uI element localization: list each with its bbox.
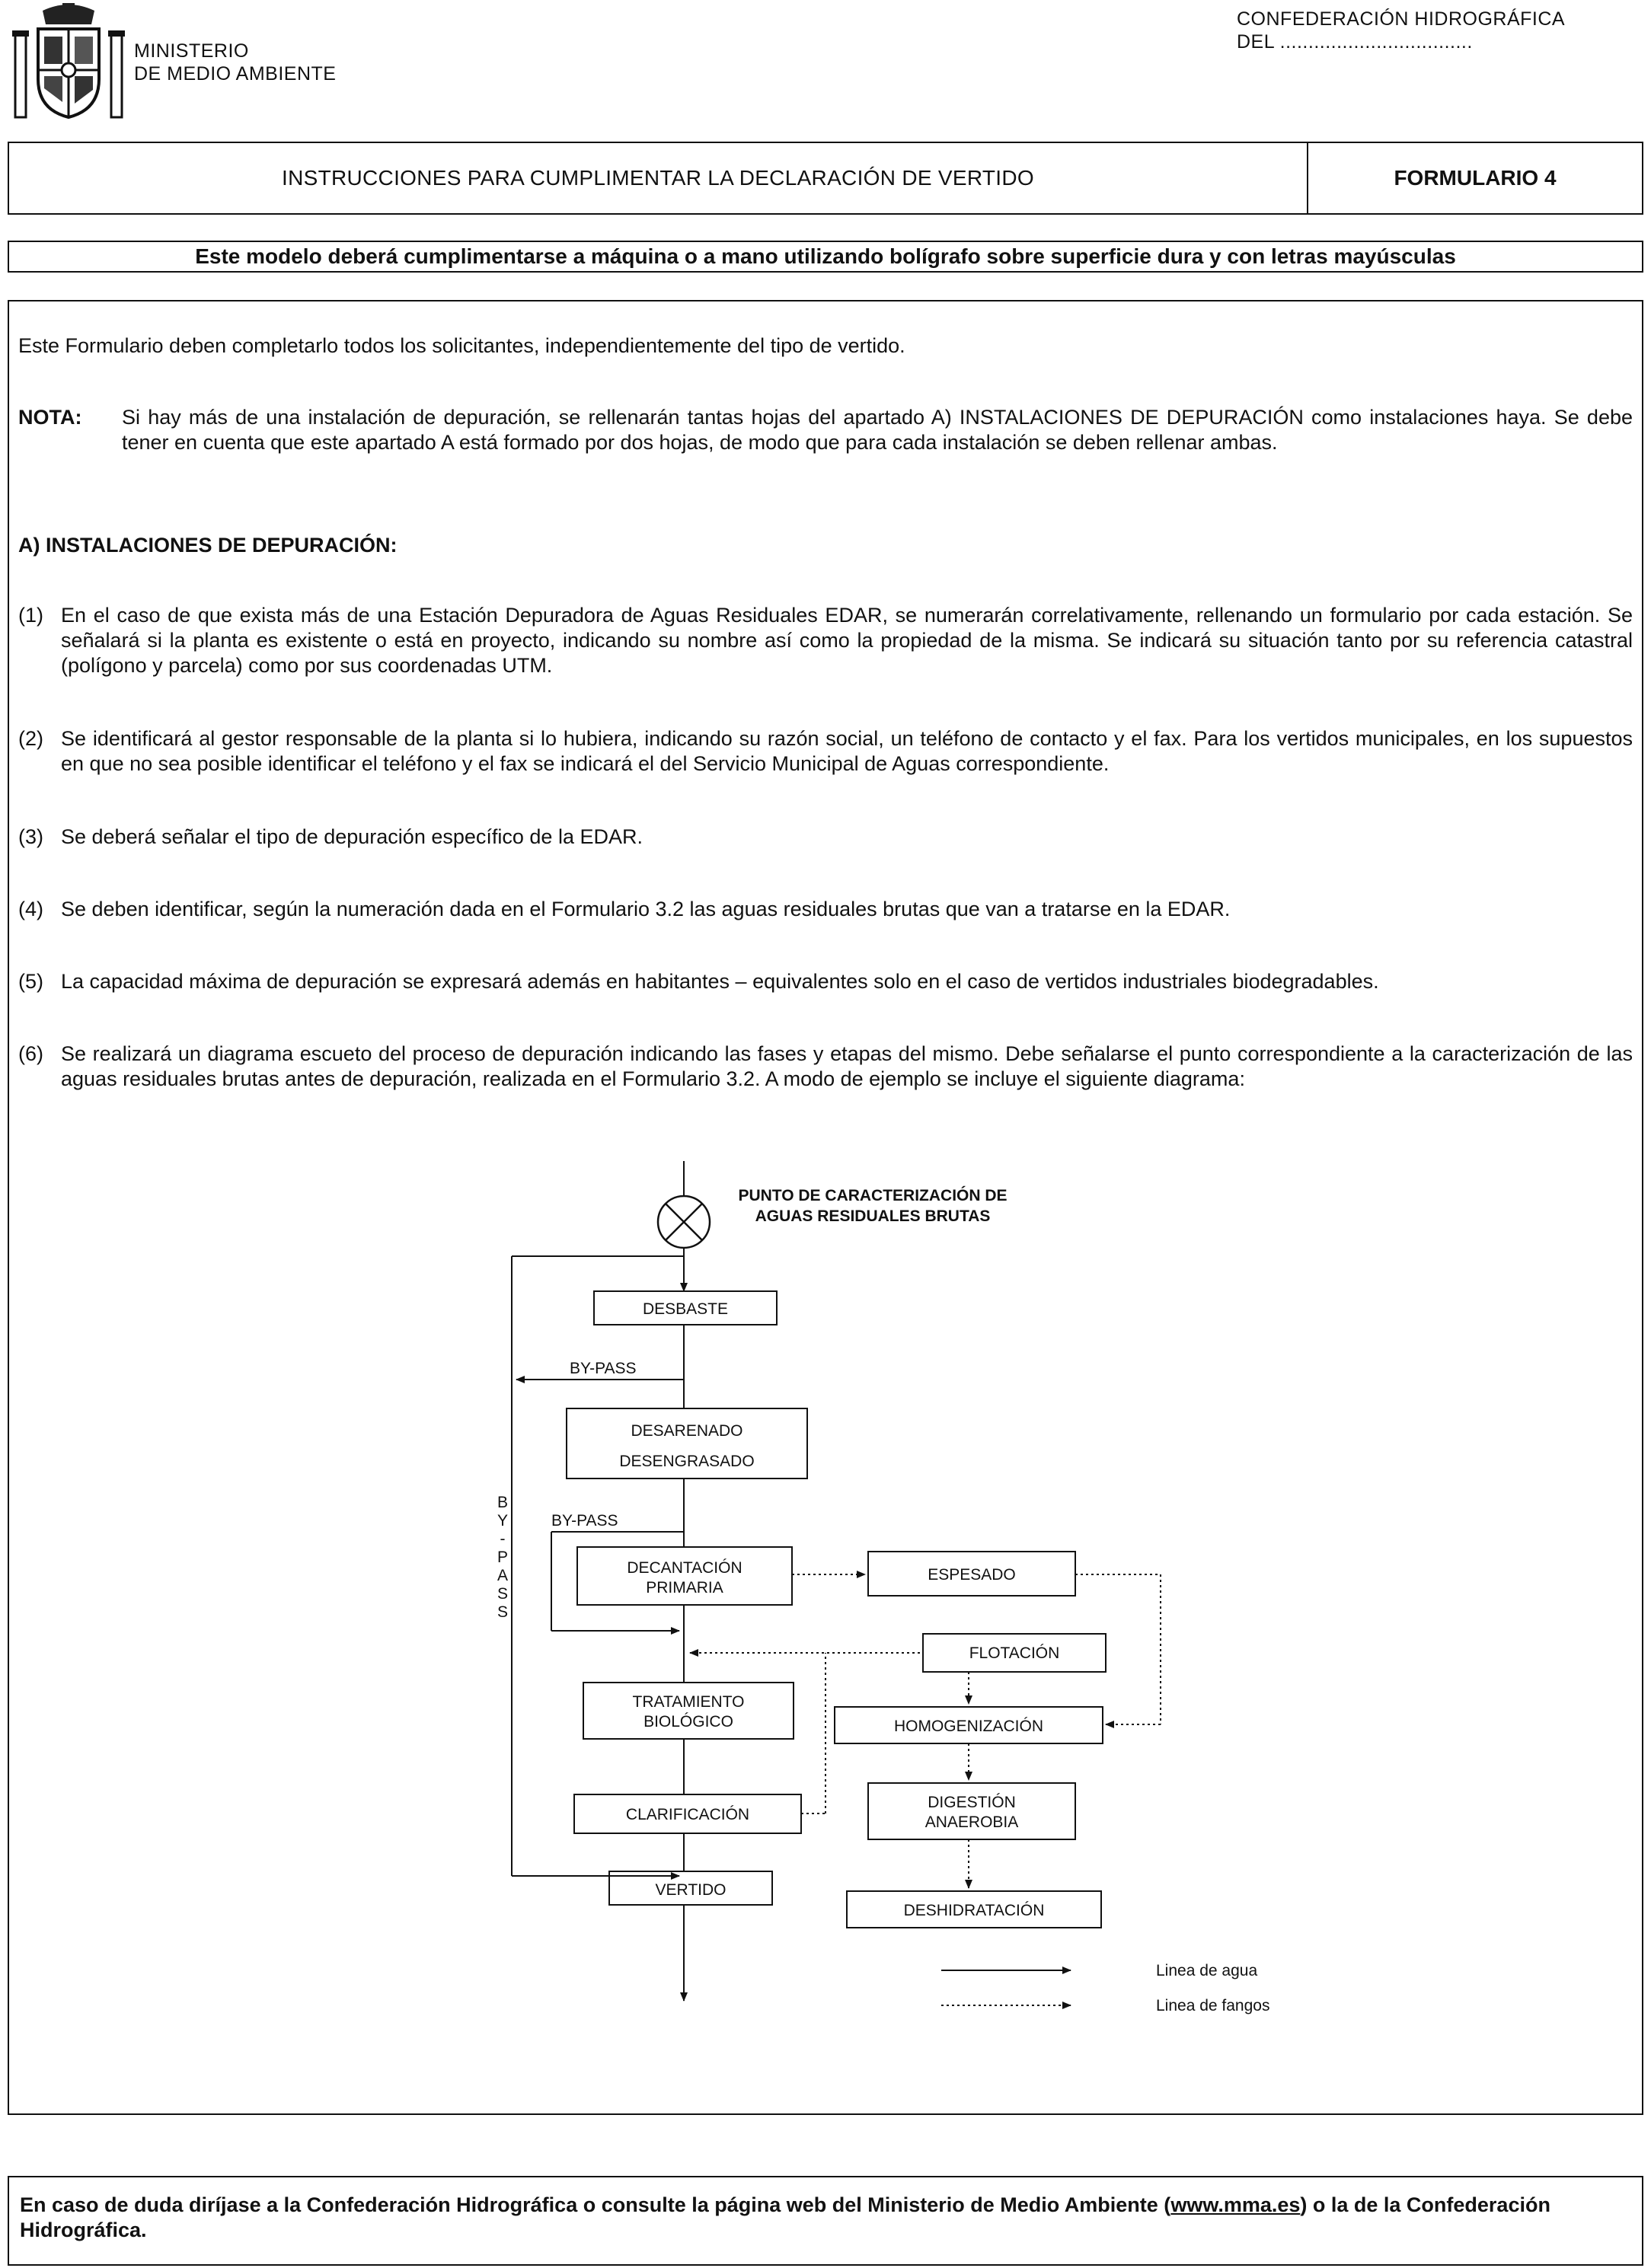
label-digestion-1: DIGESTIÓN — [928, 1794, 1016, 1811]
label-vertido: VERTIDO — [655, 1881, 727, 1899]
mma-website-link[interactable]: www.mma.es — [1170, 2193, 1301, 2216]
nota-label: NOTA: — [18, 406, 82, 429]
label-decantacion-2: PRIMARIA — [646, 1579, 723, 1597]
item-text-3: Se deberá señalar el tipo de depuración específico de la EDAR. — [61, 825, 643, 848]
label-digestion-2: ANAEROBIA — [924, 1813, 1019, 1831]
intro-text: Este Formulario deben completarlo todos los solicitantes, independientemente del tipo de vertido. — [18, 334, 905, 357]
point-label-2: AGUAS RESIDUALES BRUTAS — [755, 1207, 991, 1225]
nota-text: Si hay más de una instalación de depuración, se rellenarán tantas hojas del apartado A) INSTALACIONES DE DEPURACIÓN como instalaciones haya. Se debe tener en cuenta que este apartado A está formado por dos hojas, de modo que para cada instalación se deben rellenar ambas. — [122, 406, 1633, 454]
bypass-letter: Y — [497, 1512, 509, 1530]
label-decantacion-1: DECANTACIÓN — [627, 1559, 742, 1577]
fill-notice: Este modelo deberá cumplimentarse a máquina o a mano utilizando bolígrafo sobre superficie dura y con letras mayúsculas — [8, 241, 1643, 273]
item-number-5: (5) — [18, 970, 43, 993]
item-number-1: (1) — [18, 604, 43, 627]
legend-water-label: Linea de agua — [1156, 1962, 1258, 1979]
item-number-4: (4) — [18, 898, 43, 920]
form-id: FORMULARIO 4 — [1394, 166, 1557, 190]
label-tratamiento-1: TRATAMIENTO — [632, 1693, 745, 1711]
label-bypass-1: BY-PASS — [570, 1360, 637, 1377]
confederation-line-1: CONFEDERACIÓN HIDROGRÁFICA — [1237, 8, 1566, 30]
bypass-letter: A — [497, 1567, 509, 1584]
bypass-letter: S — [497, 1585, 509, 1603]
confederation-line-2: DEL .................................. — [1237, 31, 1473, 53]
ministry-line-1: MINISTERIO — [134, 40, 249, 62]
label-bypass-2: BY-PASS — [551, 1512, 618, 1530]
page-title: INSTRUCCIONES PARA CUMPLIMENTAR LA DECLARACIÓN DE VERTIDO — [282, 166, 1034, 190]
footer-text-end: ) o la de la Confederación Hidrográfica. — [20, 2193, 1550, 2241]
item-text-6: Se realizará un diagrama escueto del proceso de depuración indicando las fases y etapas del mismo. Debe señalarse el punto correspondiente a la caracterización de las aguas residuales brutas antes de depuración, realizada en el Formulario 3.2. A modo de ejemplo se incluye el siguiente diagrama: — [61, 1042, 1633, 1090]
item-text-5: La capacidad máxima de depuración se expresará además en habitantes – equivalentes solo en el caso de vertidos industriales biodegradables. — [61, 970, 1379, 993]
footer-help-text — [20, 2193, 1619, 2243]
label-desbaste: DESBASTE — [642, 1300, 729, 1318]
bypass-letter: S — [497, 1603, 509, 1621]
bypass-letter: B — [497, 1494, 509, 1511]
label-tratamiento-2: BIOLÓGICO — [643, 1713, 733, 1731]
legend-sludge-label: Linea de fangos — [1156, 1997, 1270, 2014]
confederation-name — [1237, 8, 1565, 53]
label-flotacion: FLOTACIÓN — [969, 1644, 1060, 1662]
footer-text-start: En caso de duda diríjase a la Confederación Hidrográfica o consulte la página web del Ministerio de Medio Ambiente ( — [20, 2193, 1171, 2216]
coat-of-arms-logo — [12, 3, 125, 122]
bypass-letter: - — [500, 1530, 506, 1548]
label-desengrasado: DESENGRASADO — [619, 1453, 755, 1470]
treatment-process-diagram — [457, 1157, 1295, 2018]
item-text-4: Se deben identificar, según la numeración dada en el Formulario 3.2 las aguas residuales brutas que van a tratarse en la EDAR. — [61, 898, 1231, 920]
label-homogenizacion: HOMOGENIZACIÓN — [893, 1718, 1044, 1735]
item-text-1: En el caso de que exista más de una Estación Depuradora de Aguas Residuales EDAR, se numerarán correlativamente, rellenando un formulario por cada estación. Se señalará si la planta es existente o está en proyecto, indicando su nombre así como la propiedad de la misma. Se indicará su situación tanto por su referencia catastral (polígono y parcela) como por sus coordenadas UTM. — [61, 604, 1633, 677]
bypass-letter: P — [497, 1549, 509, 1566]
item-text-2: Se identificará al gestor responsable de la planta si lo hubiera, indicando su razón social, un teléfono de contacto y el fax. Para los vertidos municipales, en los supuestos en que no sea posible identificar el teléfono y el fax se indicará el del Servicio Municipal de Aguas correspondiente. — [61, 727, 1633, 775]
label-desarenado: DESARENADO — [631, 1422, 743, 1440]
label-clarificacion: CLARIFICACIÓN — [625, 1806, 750, 1823]
section-title: A) INSTALACIONES DE DEPURACIÓN: — [18, 534, 398, 557]
ministry-name — [134, 40, 336, 85]
label-deshidratacion: DESHIDRATACIÓN — [903, 1902, 1045, 1919]
item-number-2: (2) — [18, 727, 43, 750]
ministry-line-2: DE MEDIO AMBIENTE — [134, 63, 337, 85]
item-number-3: (3) — [18, 825, 43, 848]
label-espesado: ESPESADO — [928, 1566, 1016, 1584]
item-number-6: (6) — [18, 1042, 43, 1065]
point-label-1: PUNTO DE CARACTERIZACIÓN DE — [738, 1187, 1008, 1204]
